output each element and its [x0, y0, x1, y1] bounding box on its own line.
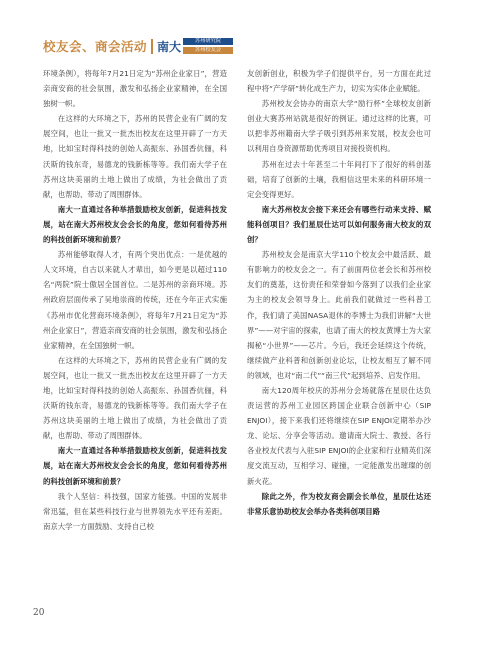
- page-number: 20: [33, 608, 45, 618]
- article-paragraph: 南大120周年校庆的苏州分会场就落在星辰仕达负责运营的苏州工业园区跨国企业联合创新中心（SIP ENJOI），接下来我们还将继续在SIP ENJOI定期举办沙龙、论坛、分享会等活动。邀请南大院士、教授、各行各业校友代表与入驻SIP ENJOI的企业家和行业精英们深度交流互动，互相学习、碰撞，一定能激发出璀璨的创新火花。: [247, 385, 431, 486]
- header-divider: [151, 39, 153, 54]
- article-paragraph: 我个人坚信：科技强，国家方能强。中国的发展非常迅猛，但在某些科技行业与世界领先水平还有差距。南京大学一方面鼓励、支持自己校: [43, 491, 227, 531]
- article-paragraph: 苏州在过去十年甚至二十年间打下了很好的科创基础，培育了创新的土壤，我相信这里未来的科研环境一定会变得更好。: [247, 159, 431, 199]
- article-paragraph: 苏州校友会协办的南京大学“励行杯”全球校友创新创业大赛苏州站就是很好的例证。通过这样的比赛，可以把非苏州籍南大学子吸引到苏州来发展，校友会也可以利用自身资源帮助优秀项目对接投资机构。: [247, 99, 431, 154]
- article-paragraph: 友创新创业，积极为学子们提供平台，另一方面在此过程中将“产学研”转化成生产力，切实为实体企业赋能。: [247, 69, 431, 94]
- brand-logo: [183, 38, 233, 54]
- article-paragraph: 在这样的大环境之下，苏州的民营企业有广阔的发展空间，也让一批又一批杰出校友在这里开辟了一方天地，比如宝时得科技的创始人高振东、孙国香伉俪，科沃斯的钱东奇，易德龙的钱新栋等等。我们南大学子在苏州这块美丽的土地上做出了成绩，为社会做出了贡献，也帮助、带动了周围群体。: [43, 114, 227, 199]
- brand-name: 南大: [157, 39, 182, 54]
- logo-line-alumni-association: 苏州校友会: [183, 47, 233, 54]
- article-paragraph: 苏州校友会是南京大学110个校友会中最活跃、最有影响力的校友会之一。有了前面两位老会长和苏州校友们的奠基，这份责任和荣誉如今落到了以我们企业家为主的校友会领导身上。此前我们就做过一些科普工作，我们请了美国NASA退休的李博士为我们讲解“大世界”——对宇宙的探索，也请了南大的校友黄博士为大家揭秘“小世界”——芯片。今后，我还会延续这个传统，继续做产业科普和创新创业论坛，让校友相互了解不同的领域，也对“南二代”“南三代”起到培养、启发作用。: [247, 250, 431, 380]
- interview-question: 南大一直通过各种举措鼓励校友创新，促进科技发展，站在南大苏州校友会会长的角度，您如何看待苏州的科技创新环境和前景？: [43, 204, 227, 245]
- section-title: 校友会、商会活动: [43, 39, 148, 54]
- right-text-column: [247, 66, 431, 519]
- article-paragraph: 在这样的大环境之下，苏州的民营企业有广阔的发展空间，也让一批又一批杰出校友在这里开辟了一方天地，比如宝时得科技的创始人高振东、孙国香伉俪，科沃斯的钱东奇，易德龙的钱新栋等等。我们南大学子在苏州这块美丽的土地上做出了成绩，为社会做出了贡献，也帮助、带动了周围群体。: [43, 355, 227, 441]
- page-header: [43, 35, 233, 57]
- article-paragraph: 苏州能够取得人才，有两个突出优点：一是优越的人文环境，自古以来就人才辈出，如今更是以超过110名“两院”院士傲居全国首位。二是苏州的亲商环境。苏州政府层面传承了吴地崇商的传统，还在今年正式实施《苏州市优化营商环境条例》，将每年7月21日定为“苏州企业家日”，营造亲商安商的社会氛围，激发和弘扬企业家精神，在全国独树一帜。: [43, 250, 227, 350]
- logo-line-research-institute: 苏州研究院: [183, 38, 233, 45]
- interview-question: 南大一直通过各种举措鼓励校友创新，促进科技发展，站在南大苏州校友会会长的角度，您如何看待苏州的科技创新环境和前景？: [43, 446, 227, 486]
- interview-question: 除此之外，作为校友商会副会长单位，星辰仕达还非常乐意协助校友会举办各类科创项目路: [247, 491, 431, 516]
- interview-question: 南大苏州校友会接下来还会有哪些行动来支持、赋能科创项目？我们星辰仕达可以如何服务南大校友的双创？: [247, 204, 431, 245]
- article-paragraph: 环境条例），将每年7月21日定为“苏州企业家日”，营造亲商安商的社会氛围，激发和弘扬企业家精神，在全国独树一帜。: [43, 69, 227, 109]
- left-text-column: [43, 66, 227, 534]
